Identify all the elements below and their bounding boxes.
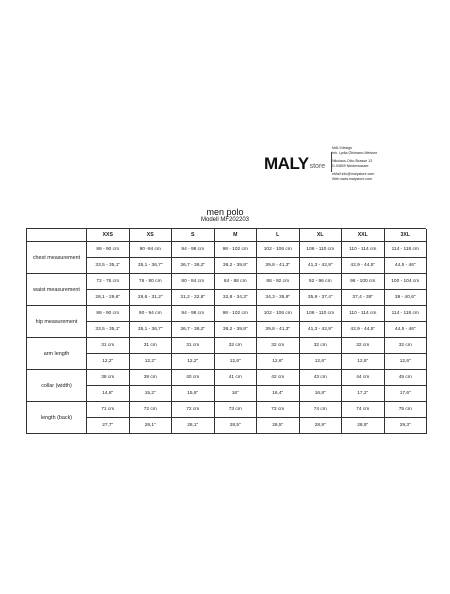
cell-inch: 27,7": [87, 418, 130, 434]
contact-web: Web www.malystore.com: [332, 177, 373, 181]
cell-inch: 28,1 - 29,6": [87, 290, 130, 306]
cell-cm: 74 cm: [342, 402, 385, 418]
size-header-3xl: 3XL: [385, 229, 428, 242]
cell-cm: 94 - 98 cm: [172, 306, 215, 322]
cell-cm: 44 cm: [342, 370, 385, 386]
cell-inch: 12,2": [172, 354, 215, 370]
cell-inch: 28,1": [172, 418, 215, 434]
size-header-s: S: [172, 229, 215, 242]
size-header-l: L: [257, 229, 300, 242]
cell-cm: 88 - 92 cm: [257, 274, 300, 290]
cell-inch: 12,2": [87, 354, 130, 370]
row-label: chest measurement: [27, 242, 87, 274]
contact-street: Nikolaus-Otto-Strasse 13: [332, 159, 373, 163]
cell-cm: 39 cm: [130, 370, 173, 386]
cell-cm: 71 cm: [87, 402, 130, 418]
cell-cm: 42 cm: [257, 370, 300, 386]
cell-inch: 28,5": [215, 418, 258, 434]
cell-cm: 90 -94 cm: [130, 242, 173, 258]
cell-inch: 42,9 - 44,5": [342, 322, 385, 338]
cell-cm: 72 - 76 cm: [87, 274, 130, 290]
cell-cm: 84 - 88 cm: [215, 274, 258, 290]
cell-cm: 114 - 118 cm: [385, 242, 428, 258]
cell-inch: 44,5 - 46": [385, 322, 428, 338]
row-label: waist measurement: [27, 274, 87, 306]
cell-cm: 41 cm: [215, 370, 258, 386]
cell-inch: 28,9": [300, 418, 343, 434]
cell-cm: 40 cm: [172, 370, 215, 386]
cell-inch: 16,4": [257, 386, 300, 402]
cell-inch: 28,5": [257, 418, 300, 434]
cell-cm: 73 cm: [257, 402, 300, 418]
cell-cm: 38 cm: [87, 370, 130, 386]
cell-inch: 17,6": [385, 386, 428, 402]
size-header-m: M: [215, 229, 258, 242]
size-table: [26, 228, 426, 434]
cell-cm: 80 - 84 cm: [172, 274, 215, 290]
brand-header: [262, 146, 442, 196]
cell-cm: 96 - 100 cm: [342, 274, 385, 290]
cell-cm: 110 - 114 cm: [342, 242, 385, 258]
cell-inch: 28,9": [342, 418, 385, 434]
cell-inch: 15,6": [172, 386, 215, 402]
cell-inch: 36,7 - 38,2": [172, 258, 215, 274]
cell-inch: 34,3 - 35,9": [257, 290, 300, 306]
cell-inch: 42,9 - 44,5": [342, 258, 385, 274]
cell-inch: 35,1 - 36,7": [130, 322, 173, 338]
cell-inch: 12,6": [385, 354, 428, 370]
cell-inch: 29,6 - 31,2": [130, 290, 173, 306]
row-label: hip measurement: [27, 306, 87, 338]
cell-cm: 32 cm: [257, 338, 300, 354]
cell-inch: 12,6": [257, 354, 300, 370]
cell-inch: 41,3 - 42,9": [300, 258, 343, 274]
cell-inch: 41,3 - 42,9": [300, 322, 343, 338]
cell-cm: 74 cm: [300, 402, 343, 418]
size-header-xxs: XXS: [87, 229, 130, 242]
cell-inch: 39,8 - 41,3": [257, 322, 300, 338]
cell-cm: 106 - 110 cm: [300, 242, 343, 258]
cell-cm: 75 cm: [385, 402, 428, 418]
cell-cm: 114 - 118 cm: [385, 306, 428, 322]
cell-inch: 14,8": [87, 386, 130, 402]
cell-inch: 16": [215, 386, 258, 402]
maly-logo: [264, 152, 332, 172]
cell-inch: 15,2": [130, 386, 173, 402]
logo-wordmark: MALY: [264, 154, 309, 173]
cell-cm: 106 - 110 cm: [300, 306, 343, 322]
cell-inch: 33,5 - 35,1": [87, 322, 130, 338]
cell-inch: 12,2": [130, 354, 173, 370]
cell-cm: 86 - 90 cm: [87, 242, 130, 258]
cell-inch: 37,4 - 39": [342, 290, 385, 306]
cell-cm: 31 cm: [87, 338, 130, 354]
cell-cm: 94 - 98 cm: [172, 242, 215, 258]
cell-cm: 43 cm: [300, 370, 343, 386]
cell-cm: 92 - 96 cm: [300, 274, 343, 290]
cell-inch: 16,8": [300, 386, 343, 402]
cell-inch: 36,7 - 38,2": [172, 322, 215, 338]
cell-inch: 39 - 40,6": [385, 290, 428, 306]
cell-cm: 100 - 104 cm: [385, 274, 428, 290]
size-header-xxl: XXL: [342, 229, 385, 242]
size-header-xs: XS: [130, 229, 173, 242]
cell-inch: 32,8 - 34,3": [215, 290, 258, 306]
cell-cm: 98 - 102 cm: [215, 242, 258, 258]
cell-cm: 73 cm: [215, 402, 258, 418]
cell-inch: 31,2 - 32,8": [172, 290, 215, 306]
logo-suffix: store: [309, 163, 326, 170]
cell-cm: 32 cm: [385, 338, 428, 354]
cell-inch: 12,6": [300, 354, 343, 370]
contact-city: D-93809 Niederwasser: [332, 164, 369, 168]
cell-cm: 31 cm: [130, 338, 173, 354]
cell-cm: 110 - 114 cm: [342, 306, 385, 322]
cell-inch: 39,8 - 41,3": [257, 258, 300, 274]
cell-inch: 17,2": [342, 386, 385, 402]
cell-cm: 86 - 90 cm: [87, 306, 130, 322]
cell-cm: 98 - 102 cm: [215, 306, 258, 322]
cell-inch: 38,2 - 39,8": [215, 258, 258, 274]
contact-owner: Inh. Lydia Öhlmann-Weisser: [332, 151, 378, 155]
cell-inch: 44,5 - 46": [385, 258, 428, 274]
contact-company: MALYdesign: [332, 146, 353, 150]
cell-cm: 72 cm: [130, 402, 173, 418]
cell-inch: 33,5 - 35,1": [87, 258, 130, 274]
table-corner-cell: [27, 229, 87, 242]
cell-cm: 72 cm: [172, 402, 215, 418]
row-label: collar (width): [27, 370, 87, 402]
cell-cm: 32 cm: [300, 338, 343, 354]
cell-cm: 102 - 106 cm: [257, 306, 300, 322]
cell-cm: 45 cm: [385, 370, 428, 386]
row-label: length (back): [27, 402, 87, 434]
cell-inch: 12,6": [215, 354, 258, 370]
document-title: men polo: [206, 207, 244, 217]
cell-inch: 29,3": [385, 418, 428, 434]
cell-cm: 90 - 94 cm: [130, 306, 173, 322]
contact-block: [332, 146, 377, 182]
cell-cm: 31 cm: [172, 338, 215, 354]
cell-cm: 32 cm: [215, 338, 258, 354]
cell-inch: 35,9 - 37,4": [300, 290, 343, 306]
cell-inch: 35,1 - 36,7": [130, 258, 173, 274]
cell-inch: 28,1": [130, 418, 173, 434]
size-header-xl: XL: [300, 229, 343, 242]
model-number: Modell MF202203: [200, 217, 250, 223]
cell-cm: 32 cm: [342, 338, 385, 354]
contact-email: eMail info@malystore.com: [332, 172, 375, 176]
row-label: arm length: [27, 338, 87, 370]
cell-inch: 12,6": [342, 354, 385, 370]
cell-inch: 38,2 - 39,8": [215, 322, 258, 338]
cell-cm: 76 - 80 cm: [130, 274, 173, 290]
cell-cm: 102 - 106 cm: [257, 242, 300, 258]
